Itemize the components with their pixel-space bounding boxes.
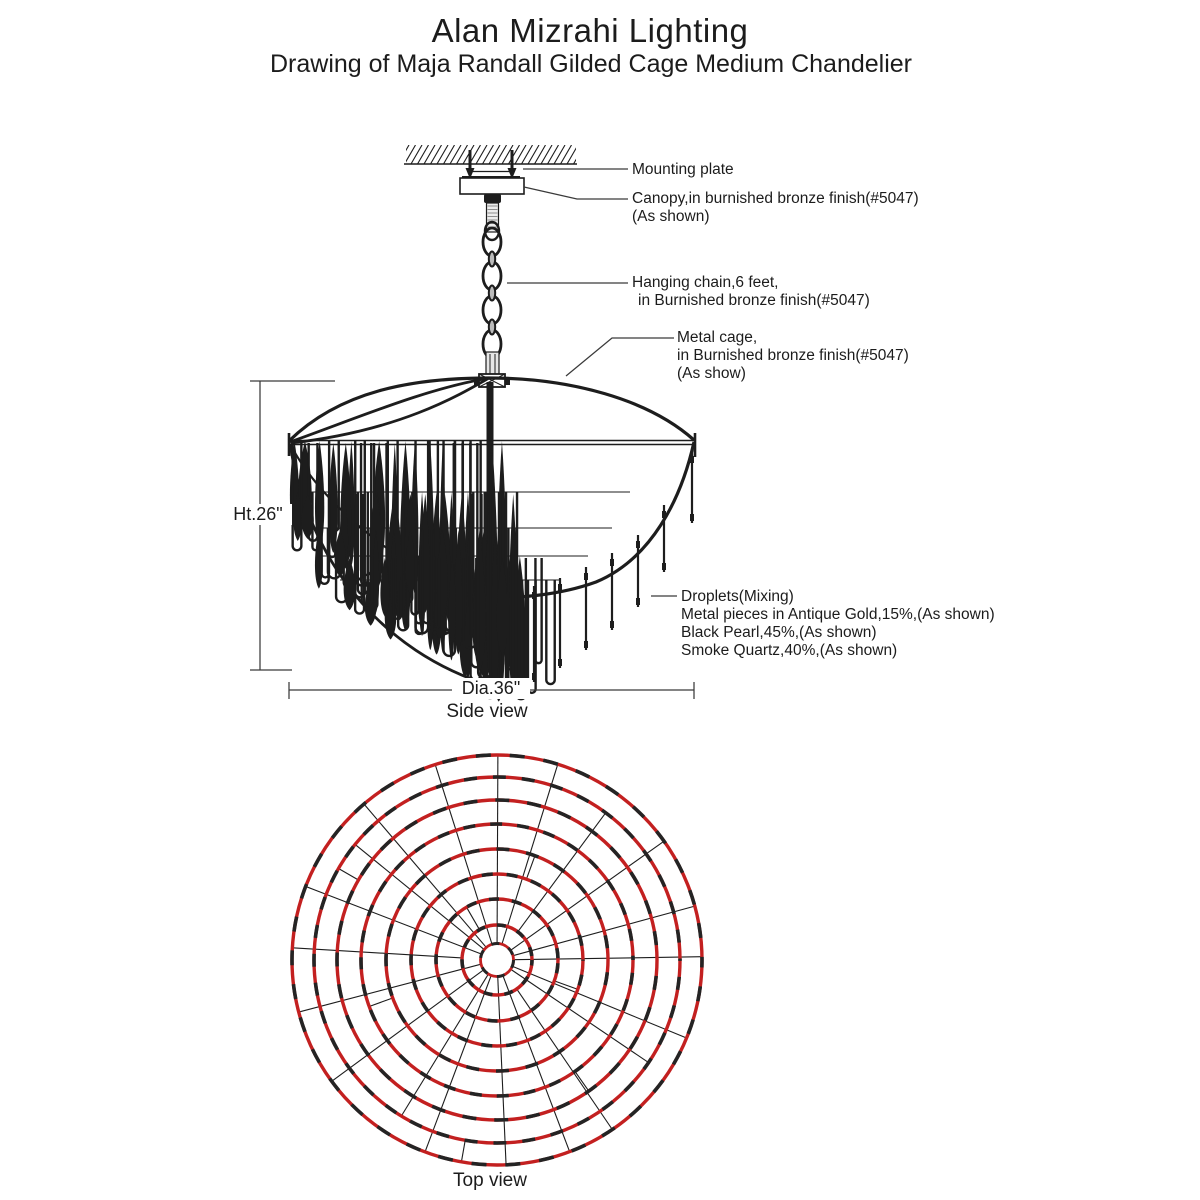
hatch-line (535, 145, 546, 164)
droplet-loop (535, 558, 541, 663)
stick-bead (662, 511, 666, 518)
height-dimension-label: Ht.26" (224, 504, 292, 525)
stick-bead (532, 592, 536, 599)
annotation-mounting-plate: Mounting plate (632, 161, 734, 178)
droplets-right-sticks (506, 450, 694, 695)
hatch-line (398, 145, 409, 164)
hatch-line (483, 145, 494, 164)
chain-link-side (489, 252, 495, 267)
stick-bead (558, 584, 562, 591)
droplets-left-graphic (290, 441, 555, 702)
ring-red (292, 755, 702, 1165)
hatch-line (444, 145, 455, 164)
page-title: Alan Mizrahi Lighting (431, 12, 749, 49)
stick-bead (662, 563, 666, 570)
cage-connector-graphic (474, 352, 510, 387)
ceiling-hatch (398, 145, 585, 164)
hatch-line (548, 145, 559, 164)
side-view-label: Side view (446, 701, 528, 722)
hatch-line (450, 145, 461, 164)
ring-connector (575, 1071, 589, 1091)
stick-bead (532, 673, 536, 680)
stick-bead (610, 559, 614, 566)
ring-connector (526, 856, 535, 879)
ring-dark-dashes (292, 755, 702, 1165)
spoke-line (355, 844, 484, 949)
hatch-line (567, 145, 578, 164)
hatch-line (405, 145, 416, 164)
hatch-line (411, 145, 422, 164)
hatch-line (424, 145, 435, 164)
ring-connector (369, 998, 392, 1007)
chain-link-side (489, 286, 495, 301)
stick-bead (636, 598, 640, 605)
hatch-line (476, 145, 487, 164)
hanging-chain-graphic (483, 222, 501, 358)
stick-bead (690, 456, 694, 463)
stick-bead (636, 541, 640, 548)
stick-bead (584, 641, 588, 648)
hatch-line (528, 145, 539, 164)
stick-bead (690, 514, 694, 521)
canopy-graphic (460, 178, 524, 232)
page-subtitle: Drawing of Maja Randall Gilded Cage Medium Chandelier (270, 50, 912, 78)
annotation-droplets: Droplets(Mixing) Metal pieces in Antique Gold,15%,(As shown) Black Pearl,45%,(As shown) Smoke Quartz,40%,(As shown) (681, 588, 995, 659)
hatch-line (457, 145, 468, 164)
hatch-line (522, 145, 533, 164)
hatch-line (515, 145, 526, 164)
hatch-line (496, 145, 507, 164)
chain-link-side (489, 320, 495, 335)
hatch-line (561, 145, 572, 164)
hatch-line (554, 145, 565, 164)
annotation-hanging-chain: Hanging chain,6 feet, in Burnished bronze finish(#5047) (632, 274, 870, 309)
hatch-line (489, 145, 500, 164)
stick-bead (584, 573, 588, 580)
hatch-line (574, 145, 585, 164)
ring-connector (339, 869, 359, 881)
top-view-graphic (292, 755, 702, 1165)
stick-bead (610, 621, 614, 628)
hatch-line (509, 145, 520, 164)
leader-lines (507, 169, 677, 596)
stick-bead (506, 598, 510, 605)
droplet-loop (546, 580, 554, 684)
stick-bead (558, 659, 562, 666)
hatch-line (431, 145, 442, 164)
diameter-dimension-label: Dia.36" (452, 678, 530, 699)
hatch-line (541, 145, 552, 164)
top-view-label: Top view (453, 1170, 527, 1191)
annotation-canopy: Canopy,in burnished bronze finish(#5047) (As shown) (632, 190, 919, 225)
ring-connector (461, 1140, 465, 1162)
hatch-line (437, 145, 448, 164)
hatch-line (418, 145, 429, 164)
annotation-metal-cage: Metal cage, in Burnished bronze finish(#5047) (As show) (677, 329, 909, 382)
